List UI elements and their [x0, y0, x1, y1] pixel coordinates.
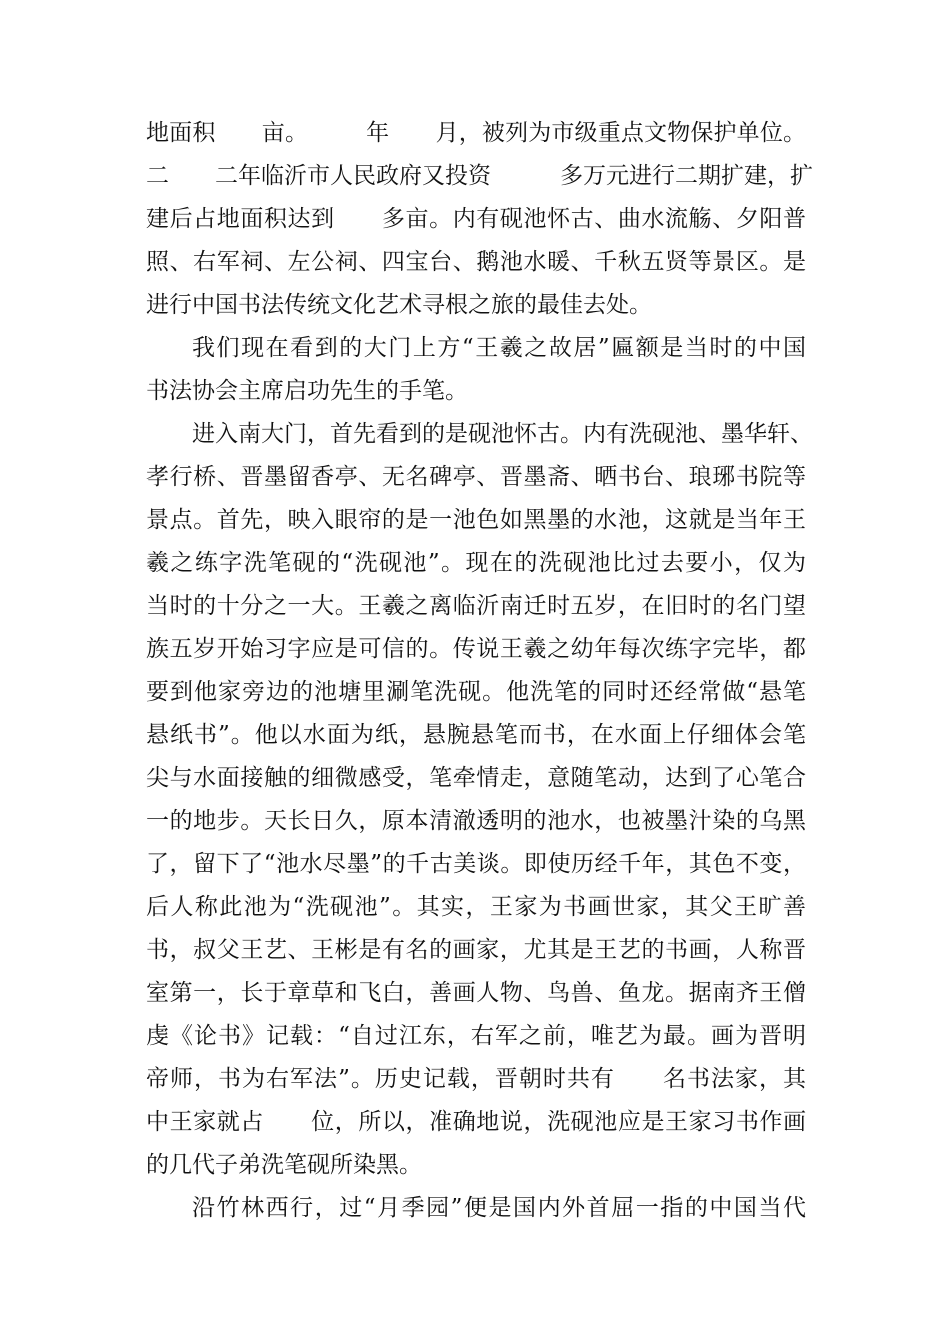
text-line: 景点。首先，映入眼帘的是一池色如黑墨的水池，这就是当年王: [146, 507, 806, 533]
paragraph: [146, 1187, 806, 1230]
text-line: 地面积 亩。 年 月，被列为市级重点文物保护单位。: [146, 120, 806, 146]
text-line: 我们现在看到的大门上方“王羲之故居”匾额是当时的中国: [192, 335, 806, 361]
text-line: 书法协会主席启功先生的手笔。: [146, 378, 468, 404]
text-line: 当时的十分之一大。王羲之离临沂南迁时五岁，在旧时的名门望: [146, 593, 806, 619]
text-line: 进入南大门，首先看到的是砚池怀古。内有洗砚池、墨华轩、: [192, 421, 813, 447]
text-line: 沿竹林西行，过“月季园”便是国内外首屈一指的中国当代: [192, 1195, 806, 1221]
text-line: 书，叔父王艺、王彬是有名的画家，尤其是王艺的书画，人称晋: [146, 937, 806, 963]
text-line: 虔《论书》记载：“自过江东，右军之前，唯艺为最。画为晋明: [146, 1023, 806, 1049]
text-line: 照、右军祠、左公祠、四宝台、鹅池水暖、千秋五贤等景区。是: [146, 249, 806, 275]
text-line: 羲之练字洗笔砚的“洗砚池”。现在的洗砚池比过去要小，仅为: [146, 550, 806, 576]
text-line: 中王家就占 位，所以，准确地说，洗砚池应是王家习书作画: [146, 1109, 806, 1135]
text-line: 后人称此池为“洗砚池”。其实，王家为书画世家，其父王旷善: [146, 894, 806, 920]
paragraph: [146, 112, 813, 327]
text-line: 要到他家旁边的池塘里涮笔洗砚。他洗笔的同时还经常做“悬笔: [146, 679, 806, 705]
text-line: 室第一，长于章草和飞白，善画人物、鸟兽、鱼龙。据南齐王僧: [146, 980, 806, 1006]
text-line: 尖与水面接触的细微感受，笔牵情走，意随笔动，达到了心笔合: [146, 765, 806, 791]
text-line: 进行中国书法传统文化艺术寻根之旅的最佳去处。: [146, 292, 652, 318]
text-line: 悬纸书”。他以水面为纸，悬腕悬笔而书，在水面上仔细体会笔: [146, 722, 806, 748]
paragraph: [146, 413, 813, 1187]
text-line: 建后占地面积达到 多亩。内有砚池怀古、曲水流觞、夕阳普: [146, 206, 806, 232]
text-line: 一的地步。天长日久，原本清澈透明的池水，也被墨汁染的乌黑: [146, 808, 806, 834]
text-line: 二 二年临沂市人民政府又投资 多万元进行二期扩建，扩: [146, 163, 813, 189]
text-line: 孝行桥、晋墨留香亭、无名碑亭、晋墨斋、晒书台、琅琊书院等: [146, 464, 806, 490]
paragraph: [146, 327, 806, 413]
text-line: 族五岁开始习字应是可信的。传说王羲之幼年每次练字完毕，都: [146, 636, 806, 662]
document-body: [146, 112, 813, 1230]
text-line: 帝师，书为右军法”。历史记载，晋朝时共有 名书法家，其: [146, 1066, 806, 1092]
text-line: 的几代子弟洗笔砚所染黑。: [146, 1152, 422, 1178]
text-line: 了，留下了“池水尽墨”的千古美谈。即使历经千年，其色不变，: [146, 851, 806, 877]
